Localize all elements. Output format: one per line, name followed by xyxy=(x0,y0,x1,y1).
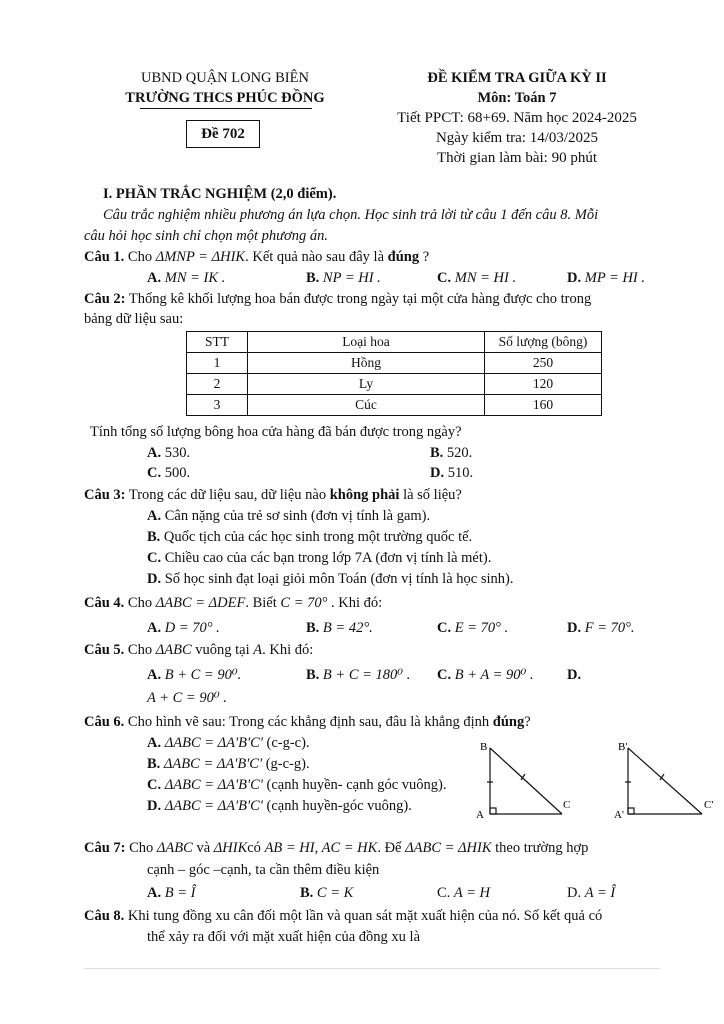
question-8: Câu 8. Khi tung đồng xu cân đối một lần và quan sát mặt xuất hiện của nó. Số kết quả có xyxy=(84,908,603,924)
label-b: B xyxy=(480,741,488,753)
table-row xyxy=(187,395,602,416)
label-c-prime: C' xyxy=(704,799,714,811)
q5-option-a[interactable]: A. B + C = 90⁰. xyxy=(147,667,242,683)
q1-option-b[interactable]: B. NP = HI . xyxy=(306,270,381,286)
question-4: Câu 4. Cho ΔABC = ΔDEF. Biết C = 70° . Khi đó: xyxy=(84,595,383,611)
table-header: STT xyxy=(187,332,248,353)
q7-option-d[interactable]: D. A = Î xyxy=(567,885,616,901)
section-instruction-1: Câu trắc nghiệm nhiều phương án lựa chọn. Học sinh trả lời từ câu 1 đến câu 8. Mỗi xyxy=(103,207,599,223)
q6-option-b[interactable]: B. ΔABC = ΔA'B'C' (g-c-g). xyxy=(147,756,310,772)
triangle-a-b-c-prime xyxy=(625,748,702,814)
exam-duration: Thời gian làm bài: 90 phút xyxy=(437,150,597,166)
question-7: Câu 7: Cho ΔABC và ΔHIKcó AB = HI, AC = HK. Để ΔABC = ΔHIK theo trường hợp xyxy=(84,840,589,856)
exam-subject: Môn: Toán 7 xyxy=(477,90,557,106)
question-6: Câu 6. Cho hình vẽ sau: Trong các khẳng định sau, đâu là khẳng định đúng? xyxy=(84,714,531,730)
question-1 xyxy=(84,249,429,266)
q2-option-c[interactable]: C. 500. xyxy=(147,465,191,481)
q2-label: Câu 2: xyxy=(84,291,126,307)
table-cell: Hồng xyxy=(248,353,485,374)
q3-option-c[interactable]: C. Chiều cao của các bạn trong lớp 7A (đơn vị tính là mét). xyxy=(147,550,492,566)
question-5: Câu 5. Cho ΔABC vuông tại A. Khi đó: xyxy=(84,642,314,658)
q1-label: Câu 1. xyxy=(84,249,125,265)
q1-bold: đúng xyxy=(387,249,420,265)
label-a: A xyxy=(476,809,484,821)
table-cell: 2 xyxy=(187,374,248,395)
q4-option-a[interactable]: A. D = 70° . xyxy=(147,620,220,636)
q1-pre: Cho xyxy=(127,249,153,265)
table-cell: 160 xyxy=(485,395,602,416)
table-cell: 3 xyxy=(187,395,248,416)
table-cell: 250 xyxy=(485,353,602,374)
table-cell: 120 xyxy=(485,374,602,395)
q1-post: . Kết quả nào sau đây là xyxy=(245,249,385,265)
table-header-row xyxy=(187,332,602,353)
exam-periods: Tiết PPCT: 68+69. Năm học 2024-2025 xyxy=(397,110,637,126)
q3-option-a[interactable]: A. Cân nặng của trẻ sơ sinh (đơn vị tính là gam). xyxy=(147,508,431,524)
q7-option-c[interactable]: C. A = H xyxy=(437,885,491,901)
exam-date: Ngày kiểm tra: 14/03/2025 xyxy=(435,130,599,146)
question-2 xyxy=(84,291,591,308)
q4-option-c[interactable]: C. E = 70° . xyxy=(437,620,509,636)
table-header: Số lượng (bông) xyxy=(485,332,602,353)
section-title: I. PHẦN TRẮC NGHIỆM (2,0 điểm). xyxy=(103,186,337,202)
q7-option-a[interactable]: A. B = Î xyxy=(147,885,196,901)
q2-line2: bảng dữ liệu sau: xyxy=(84,311,184,327)
q1-option-c[interactable]: C. MN = HI . xyxy=(437,270,517,286)
q1-option-a[interactable]: A. MN = IK . xyxy=(147,270,226,286)
triangle-abc xyxy=(487,748,562,814)
q2-question: Tính tổng số lượng bông hoa cửa hàng đã bán được trong ngày? xyxy=(90,424,462,440)
q2-option-a[interactable]: A. 530. xyxy=(147,445,191,461)
q1-option-d[interactable]: D. MP = HI . xyxy=(567,270,645,286)
table-header: Loại hoa xyxy=(248,332,485,353)
exam-code-box: Đề 702 xyxy=(186,120,260,148)
flower-sales-table xyxy=(186,331,602,416)
section-instruction-2: câu hỏi học sinh chỉ chọn một phương án. xyxy=(84,228,328,244)
q2-line1: Thống kê khối lượng hoa bán được trong ngày tại một cửa hàng được cho trong xyxy=(128,291,592,307)
q5-option-c[interactable]: C. B + A = 90⁰ . xyxy=(437,667,534,683)
school-underline xyxy=(140,108,312,109)
q6-option-a[interactable]: A. ΔABC = ΔA'B'C' (c-g-c). xyxy=(147,735,310,751)
q5-option-d-text[interactable]: A + C = 90⁰ . xyxy=(147,690,227,706)
q4-option-b[interactable]: B. B = 42°. xyxy=(306,620,373,636)
q2-option-d[interactable]: D. 510. xyxy=(430,465,474,481)
q6-option-d[interactable]: D. ΔABC = ΔA'B'C' (cạnh huyền-góc vuông). xyxy=(147,798,412,814)
label-a-prime: A' xyxy=(614,809,624,821)
q5-option-d-key[interactable]: D. xyxy=(567,667,582,683)
page-bottom-rule xyxy=(84,968,660,969)
q3-option-b[interactable]: B. Quốc tịch của các học sinh trong một trường quốc tế. xyxy=(147,529,473,545)
authority-name: UBND QUẬN LONG BIÊN xyxy=(141,70,309,86)
label-c: C xyxy=(563,799,571,811)
q6-option-c[interactable]: C. ΔABC = ΔA'B'C' (cạnh huyền- cạnh góc vuông). xyxy=(147,777,447,793)
q3-option-d[interactable]: D. Số học sinh đạt loại giỏi môn Toán (đơn vị tính là học sinh). xyxy=(147,571,514,587)
q1-end: ? xyxy=(422,249,430,265)
table-cell: Ly xyxy=(248,374,485,395)
q4-option-d[interactable]: D. F = 70°. xyxy=(567,620,635,636)
q7-option-b[interactable]: B. C = K xyxy=(300,885,354,901)
q1-math: ΔMNP = ΔHIK xyxy=(155,249,246,265)
label-b-prime: B' xyxy=(618,741,628,753)
table-cell: 1 xyxy=(187,353,248,374)
table-row xyxy=(187,374,602,395)
q6-triangles-figure xyxy=(470,736,720,824)
question-3: Câu 3: Trong các dữ liệu sau, dữ liệu nào không phải là số liệu? xyxy=(84,487,462,503)
q5-option-b[interactable]: B. B + C = 180⁰ . xyxy=(306,667,411,683)
table-row xyxy=(187,353,602,374)
exam-title: ĐỀ KIỂM TRA GIỮA KỲ II xyxy=(427,70,607,86)
school-name: TRƯỜNG THCS PHÚC ĐỒNG xyxy=(125,90,325,106)
table-cell: Cúc xyxy=(248,395,485,416)
q7-line2: cạnh – góc –cạnh, ta cần thêm điều kiện xyxy=(147,862,380,878)
q8-line2: thể xảy ra đối với mặt xuất hiện của đồng xu là xyxy=(147,929,421,945)
q2-option-b[interactable]: B. 520. xyxy=(430,445,473,461)
